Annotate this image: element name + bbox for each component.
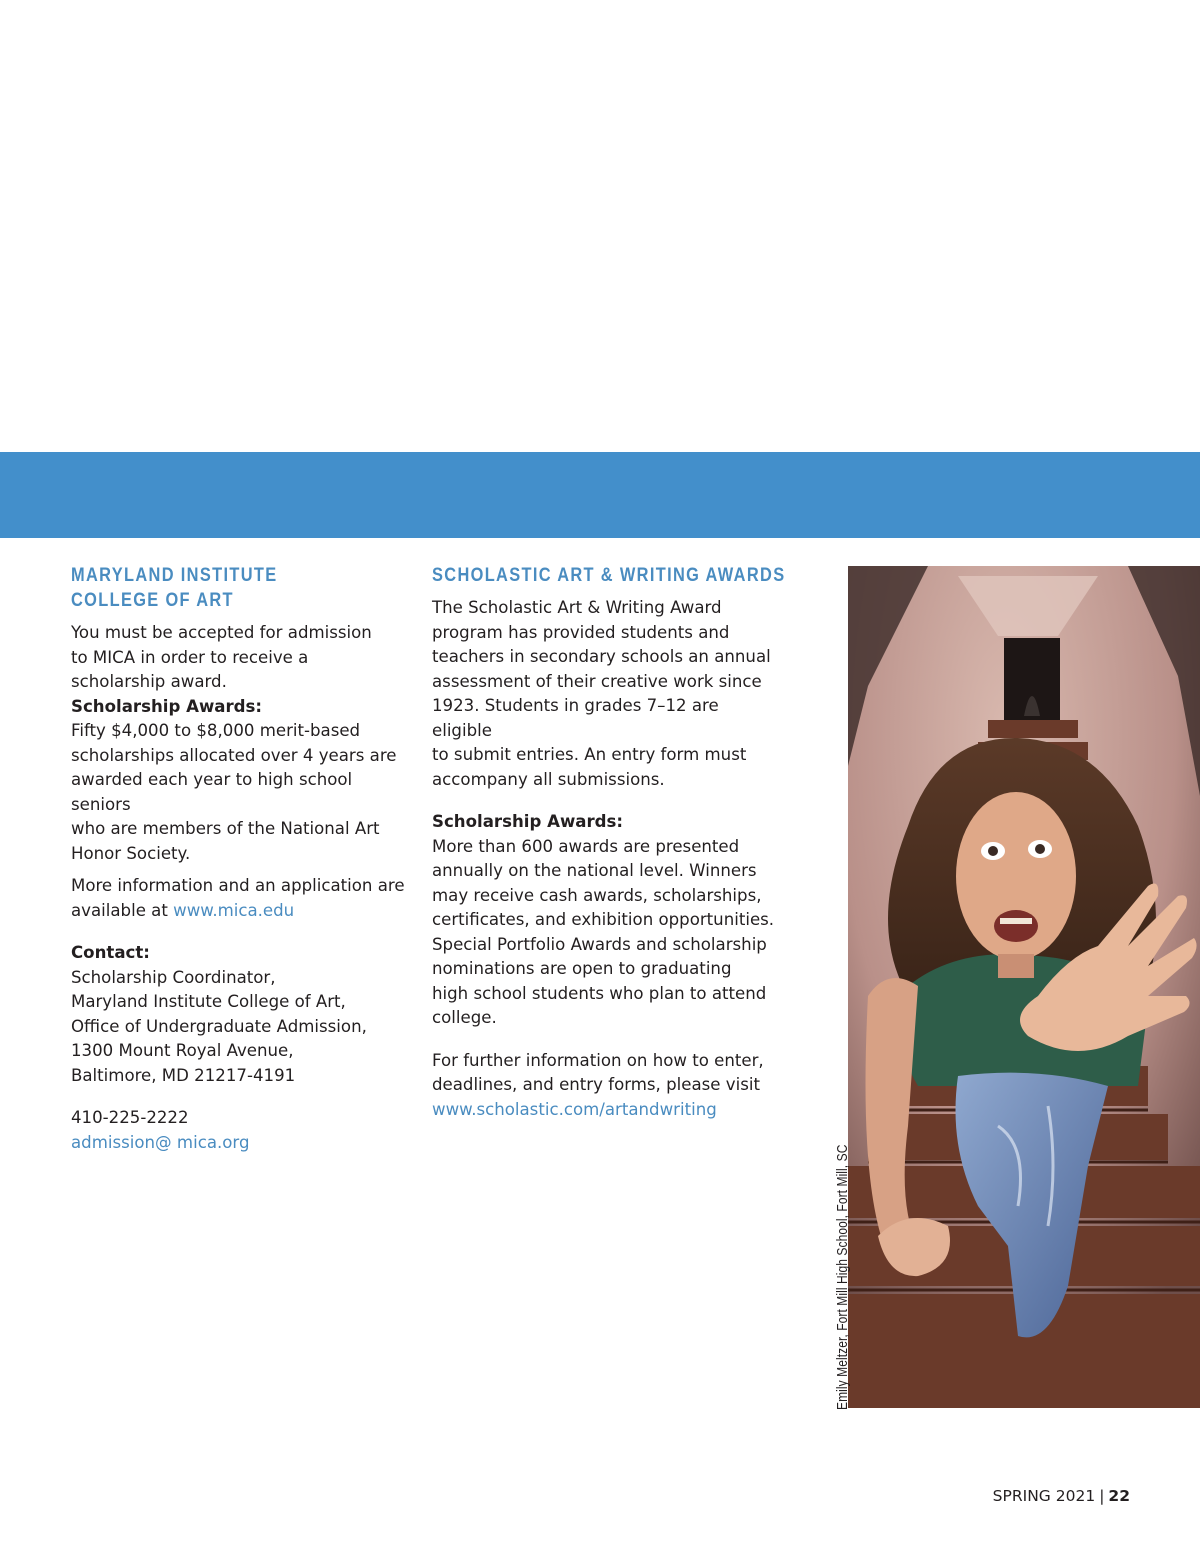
blue-header-band	[0, 452, 1200, 538]
scholastic-intro-line: 1923. Students in grades 7–12 are eligible	[432, 696, 719, 740]
mica-awards-line: scholarships allocated over 4 years are	[71, 745, 397, 765]
student-artwork-painting	[848, 566, 1200, 1408]
mica-contact-line: Maryland Institute College of Art,	[71, 992, 346, 1011]
page-footer	[993, 1487, 1130, 1505]
scholastic-awards-line: Special Portfolio Awards and scholarship	[432, 934, 767, 954]
footer-separator: |	[1099, 1487, 1105, 1505]
mica-email-link[interactable]: admission@ mica.org	[71, 1132, 250, 1152]
mica-heading-line1: MARYLAND INSTITUTE	[71, 564, 278, 586]
mica-awards-text	[71, 719, 411, 866]
mica-more-info	[71, 874, 411, 923]
mica-contact-label: Contact:	[71, 943, 150, 962]
scholastic-further-info	[432, 1049, 777, 1098]
mica-awards-line: Fifty $4,000 to $8,000 merit-based	[71, 721, 361, 740]
painting-illustration	[848, 566, 1200, 1408]
scholastic-further-line: For further information on how to enter,	[432, 1050, 764, 1070]
scholastic-column	[432, 563, 786, 1122]
mica-phone: 410-225-2222	[71, 1108, 189, 1127]
scholastic-further-line: deadlines, and entry forms, please visit	[432, 1075, 760, 1094]
artwork-credit-text: Emily Meltzer, Fort Mill High School, Fort Mill, SC	[834, 1144, 851, 1410]
mica-awards-label: Scholarship Awards:	[71, 696, 263, 716]
mica-more-info-line: available at	[71, 900, 174, 920]
scholastic-intro-line: assessment of their creative work since	[432, 671, 762, 691]
mica-heading-line2: COLLEGE OF ART	[71, 589, 234, 611]
mica-contact-line: Office of Undergraduate Admission,	[71, 1016, 367, 1036]
scholastic-intro-line: teachers in secondary schools an annual	[432, 647, 771, 666]
mica-intro-line: You must be accepted for admission	[71, 623, 372, 642]
mica-contact-line: Baltimore, MD 21217-4191	[71, 1065, 296, 1085]
scholastic-awards-text	[432, 835, 777, 1031]
mica-awards-line: who are members of the National Art	[71, 819, 380, 838]
mica-intro	[71, 621, 411, 695]
scholastic-heading: SCHOLASTIC ART & WRITING AWARDS	[432, 564, 786, 586]
scholastic-intro-line: program has provided students and	[432, 622, 730, 642]
scholastic-awards-line: college.	[432, 1008, 497, 1027]
mica-contact-line: Scholarship Coordinator,	[71, 967, 276, 987]
scholastic-awards-label: Scholarship Awards:	[432, 812, 624, 831]
scholastic-awards-line: nominations are open to graduating	[432, 959, 732, 978]
scholastic-awards-line: More than 600 awards are presented	[432, 836, 740, 856]
page-number: 22	[1108, 1487, 1130, 1505]
artwork-credit	[834, 1078, 851, 1410]
mica-awards-line: Honor Society.	[71, 843, 191, 863]
mica-intro-line: scholarship award.	[71, 672, 227, 691]
mica-awards-line: awarded each year to high school seniors	[71, 770, 353, 814]
scholastic-awards-line: may receive cash awards, scholarships,	[432, 885, 762, 905]
mica-more-info-line: More information and an application are	[71, 876, 405, 895]
mica-website-link[interactable]: www.mica.edu	[173, 900, 295, 920]
scholastic-intro-line: accompany all submissions.	[432, 769, 665, 789]
scholastic-intro	[432, 596, 777, 792]
scholastic-awards-line: annually on the national level. Winners	[432, 861, 757, 880]
mica-contact-line: 1300 Mount Royal Avenue,	[71, 1041, 294, 1060]
scholastic-awards-line: high school students who plan to attend	[432, 983, 767, 1003]
footer-issue: SPRING 2021	[992, 1487, 1096, 1505]
scholastic-website-link[interactable]: www.scholastic.com/artandwriting	[432, 1099, 717, 1119]
scholastic-intro-line: to submit entries. An entry form must	[432, 745, 747, 764]
mica-contact-address	[71, 966, 411, 1089]
mica-column	[71, 563, 411, 1155]
mica-intro-line: to MICA in order to receive a	[71, 647, 309, 667]
scholastic-intro-line: The Scholastic Art & Writing Award	[432, 598, 722, 617]
scholastic-awards-line: certificates, and exhibition opportunities.	[432, 910, 775, 929]
